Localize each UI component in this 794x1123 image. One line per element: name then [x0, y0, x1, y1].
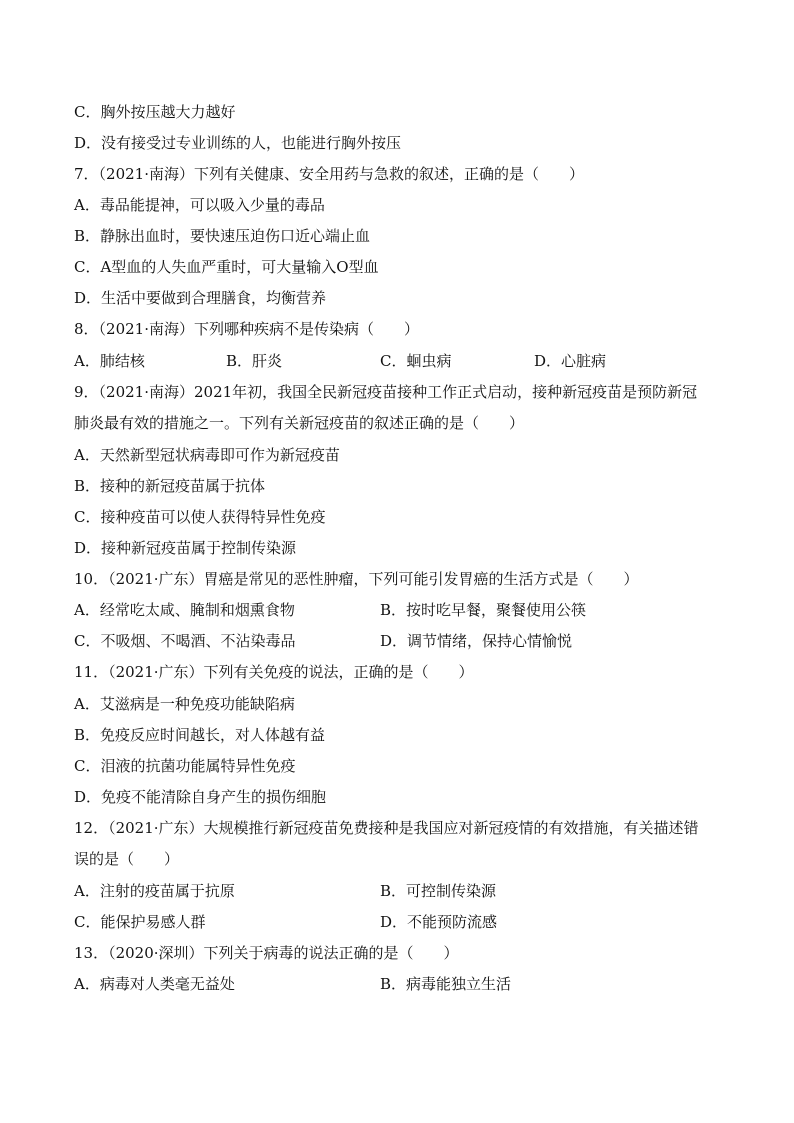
- q12-option-c: C．能保护易感人群: [74, 913, 206, 931]
- q12-option-d: D．不能预防流感: [380, 913, 498, 931]
- q6-option-c: C．胸外按压越大力越好: [74, 103, 236, 121]
- q12-option-a: A．注射的疫苗属于抗原: [74, 882, 235, 900]
- q8-stem: 8．（2021·南海）下列哪种疾病不是传染病（ ）: [74, 320, 419, 338]
- q12-stem-line1: 12．（2021·广东）大规模推行新冠疫苗免费接种是我国应对新冠疫情的有效措施，有关描述错: [74, 819, 699, 837]
- q9-stem-line1: 9．（2021·南海）2021年初，我国全民新冠疫苗接种工作正式启动，接种新冠疫苗是预防新冠: [74, 383, 698, 401]
- q9-option-a: A．天然新型冠状病毒即可作为新冠疫苗: [74, 446, 340, 464]
- q11-option-b: B．免疫反应时间越长，对人体越有益: [74, 726, 326, 744]
- q10-option-b: B．按时吃早餐，聚餐使用公筷: [380, 601, 587, 619]
- q11-stem: 11．（2021·广东）下列有关免疫的说法，正确的是（ ）: [74, 663, 474, 681]
- q12-option-b: B．可控制传染源: [380, 882, 497, 900]
- q13-option-a: A．病毒对人类毫无益处: [74, 975, 235, 993]
- q9-stem-line2: 肺炎最有效的措施之一。下列有关新冠疫苗的叙述正确的是（ ）: [74, 414, 525, 432]
- q7-option-b: B．静脉出血时，要快速压迫伤口近心端止血: [74, 227, 371, 245]
- q7-option-c: C．A型血的人失血严重时，可大量输入O型血: [74, 258, 379, 276]
- q11-option-c: C．泪液的抗菌功能属特异性免疫: [74, 757, 296, 775]
- q13-stem: 13．（2020·深圳）下列关于病毒的说法正确的是（ ）: [74, 944, 459, 962]
- q7-option-d: D．生活中要做到合理膳食，均衡营养: [74, 289, 327, 307]
- q10-option-c: C．不吸烟、不喝酒、不沾染毒品: [74, 632, 296, 650]
- q8-option-a: A．肺结核: [74, 352, 145, 370]
- q9-option-d: D．接种新冠疫苗属于控制传染源: [74, 539, 297, 557]
- q10-option-a: A．经常吃太咸、腌制和烟熏食物: [74, 601, 295, 619]
- q7-option-a: A．毒品能提神，可以吸入少量的毒品: [74, 196, 325, 214]
- q10-stem: 10．（2021·广东）胃癌是常见的恶性肿瘤，下列可能引发胃癌的生活方式是（ ）: [74, 570, 639, 588]
- q11-option-a: A．艾滋病是一种免疫功能缺陷病: [74, 695, 295, 713]
- q13-option-b: B．病毒能独立生活: [380, 975, 512, 993]
- q9-option-c: C．接种疫苗可以使人获得特异性免疫: [74, 508, 326, 526]
- q7-stem: 7．（2021·南海）下列有关健康、安全用药与急救的叙述，正确的是（ ）: [74, 165, 584, 183]
- q9-option-b: B．接种的新冠疫苗属于抗体: [74, 477, 266, 495]
- q11-option-d: D．免疫不能清除自身产生的损伤细胞: [74, 788, 327, 806]
- q8-option-c: C．蛔虫病: [380, 352, 452, 370]
- q8-option-b: B．肝炎: [226, 352, 283, 370]
- q6-option-d: D．没有接受过专业训练的人，也能进行胸外按压: [74, 134, 402, 152]
- q10-option-d: D．调节情绪，保持心情愉悦: [380, 632, 573, 650]
- q12-stem-line2: 误的是（ ）: [74, 850, 180, 868]
- q8-option-d: D．心脏病: [534, 352, 607, 370]
